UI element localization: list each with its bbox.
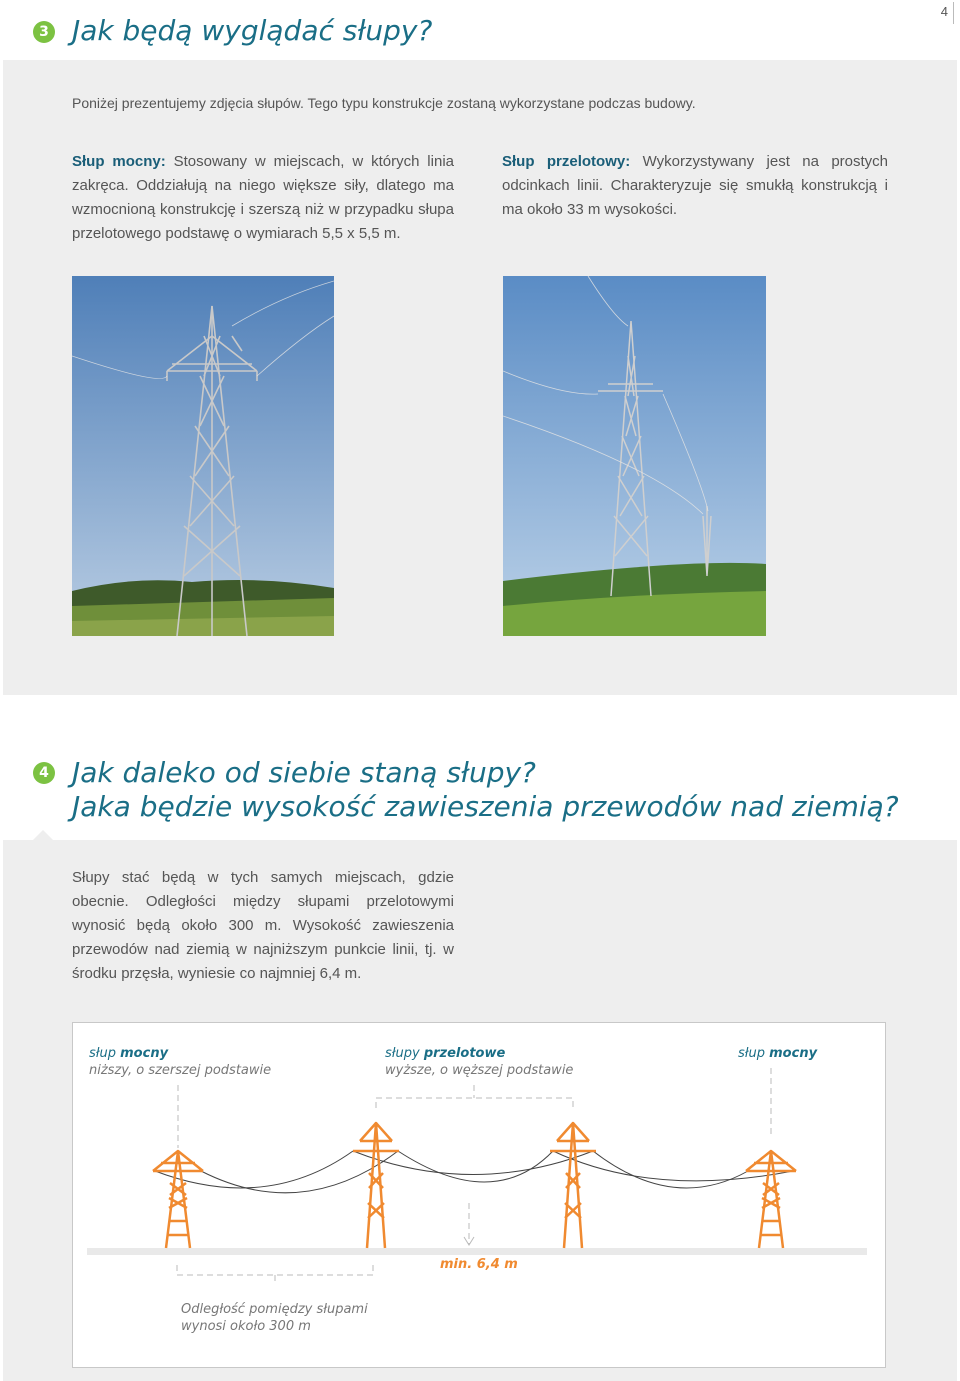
section-3-title: Jak będą wyglądać słupy? (72, 14, 433, 47)
distance-label-line2: wynosi około 300 m (181, 1319, 311, 1334)
strong-tower-left-icon (153, 1151, 203, 1248)
section-4-title-line1: Jak daleko od siebie staną słupy? (72, 756, 536, 789)
suspension-tower-description (502, 150, 888, 222)
strong-tower-description (72, 150, 454, 246)
strong-tower-text: Stosowany w miejscach, w których linia zakręca. Oddziałują na niego większe siły, dlatego ma wzmocnioną konstrukcję i szerszą niż w przypadku słupa przelotowego podstawę o wymiarach 5,5 x 5,5 m. (72, 153, 454, 242)
wire-span-2-top (398, 1151, 553, 1182)
section-4-title-line2: Jaka będzie wysokość zawieszenia przewodów nad ziemią? (72, 790, 899, 823)
page-number: 4 (940, 4, 948, 19)
suspension-towers-label (385, 1045, 505, 1062)
clearance-label: min. 6,4 m (440, 1257, 518, 1272)
strong-tower-photo (72, 276, 334, 636)
section-4-notch (33, 830, 53, 840)
span-diagram (72, 1022, 886, 1368)
suspension-tower-photo (503, 276, 766, 636)
section-3-badge: 3 (33, 21, 55, 43)
section-4-text: Słupy stać będą w tych samych miejscach, gdzie obecnie. Odległości między słupami przelotowymi wynosić będą około 300 m. Wysokość zawieszenia przewodów nad ziemią w najniższym punkcie linii, tj. w środku przęsła, wyniesie co najmniej 6,4 m. (72, 869, 454, 982)
mid-guide-bracket (376, 1098, 573, 1108)
strong-tower-left-sub: niższy, o szerszej podstawie (89, 1063, 272, 1078)
strong-tower-label: Słup mocny: (72, 153, 166, 170)
wire-span-3-top (593, 1151, 748, 1188)
strong-tower-right-label-prefix: słup (738, 1046, 770, 1061)
strong-tower-right-icon (746, 1151, 796, 1248)
suspension-tower-label: Słup przelotowy: (502, 153, 631, 170)
page-number-divider (953, 2, 954, 24)
suspension-tower-text: Wykorzystywany jest na prostych odcinkach linii. Charakteryzuje się smukłą konstrukcją i ma około 33 m wysokości. (502, 153, 889, 218)
distance-label-line1: Odległość pomiędzy słupami (181, 1302, 368, 1317)
section-4-badge: 4 (33, 762, 55, 784)
strong-tower-left-label-prefix: słup (89, 1046, 121, 1061)
strong-tower-right-label (738, 1045, 817, 1062)
distance-bracket (177, 1265, 373, 1275)
strong-tower-left-label (89, 1045, 168, 1062)
suspension-tower-2-icon (550, 1123, 596, 1248)
strong-tower-right-label-strong: mocny (769, 1046, 818, 1061)
suspension-towers-label-strong: przelotowe (423, 1046, 506, 1061)
suspension-tower-1-icon (353, 1123, 399, 1248)
suspension-towers-sub: wyższe, o węższej podstawie (385, 1063, 574, 1078)
strong-tower-left-label-strong: mocny (120, 1046, 169, 1061)
section-3-intro: Poniżej prezentujemy zdjęcia słupów. Tego typu konstrukcje zostaną wykorzystane podczas budowy. (72, 95, 696, 111)
tower-icons (153, 1123, 796, 1248)
suspension-towers-label-prefix: słupy (385, 1046, 424, 1061)
ground-line (87, 1248, 867, 1255)
